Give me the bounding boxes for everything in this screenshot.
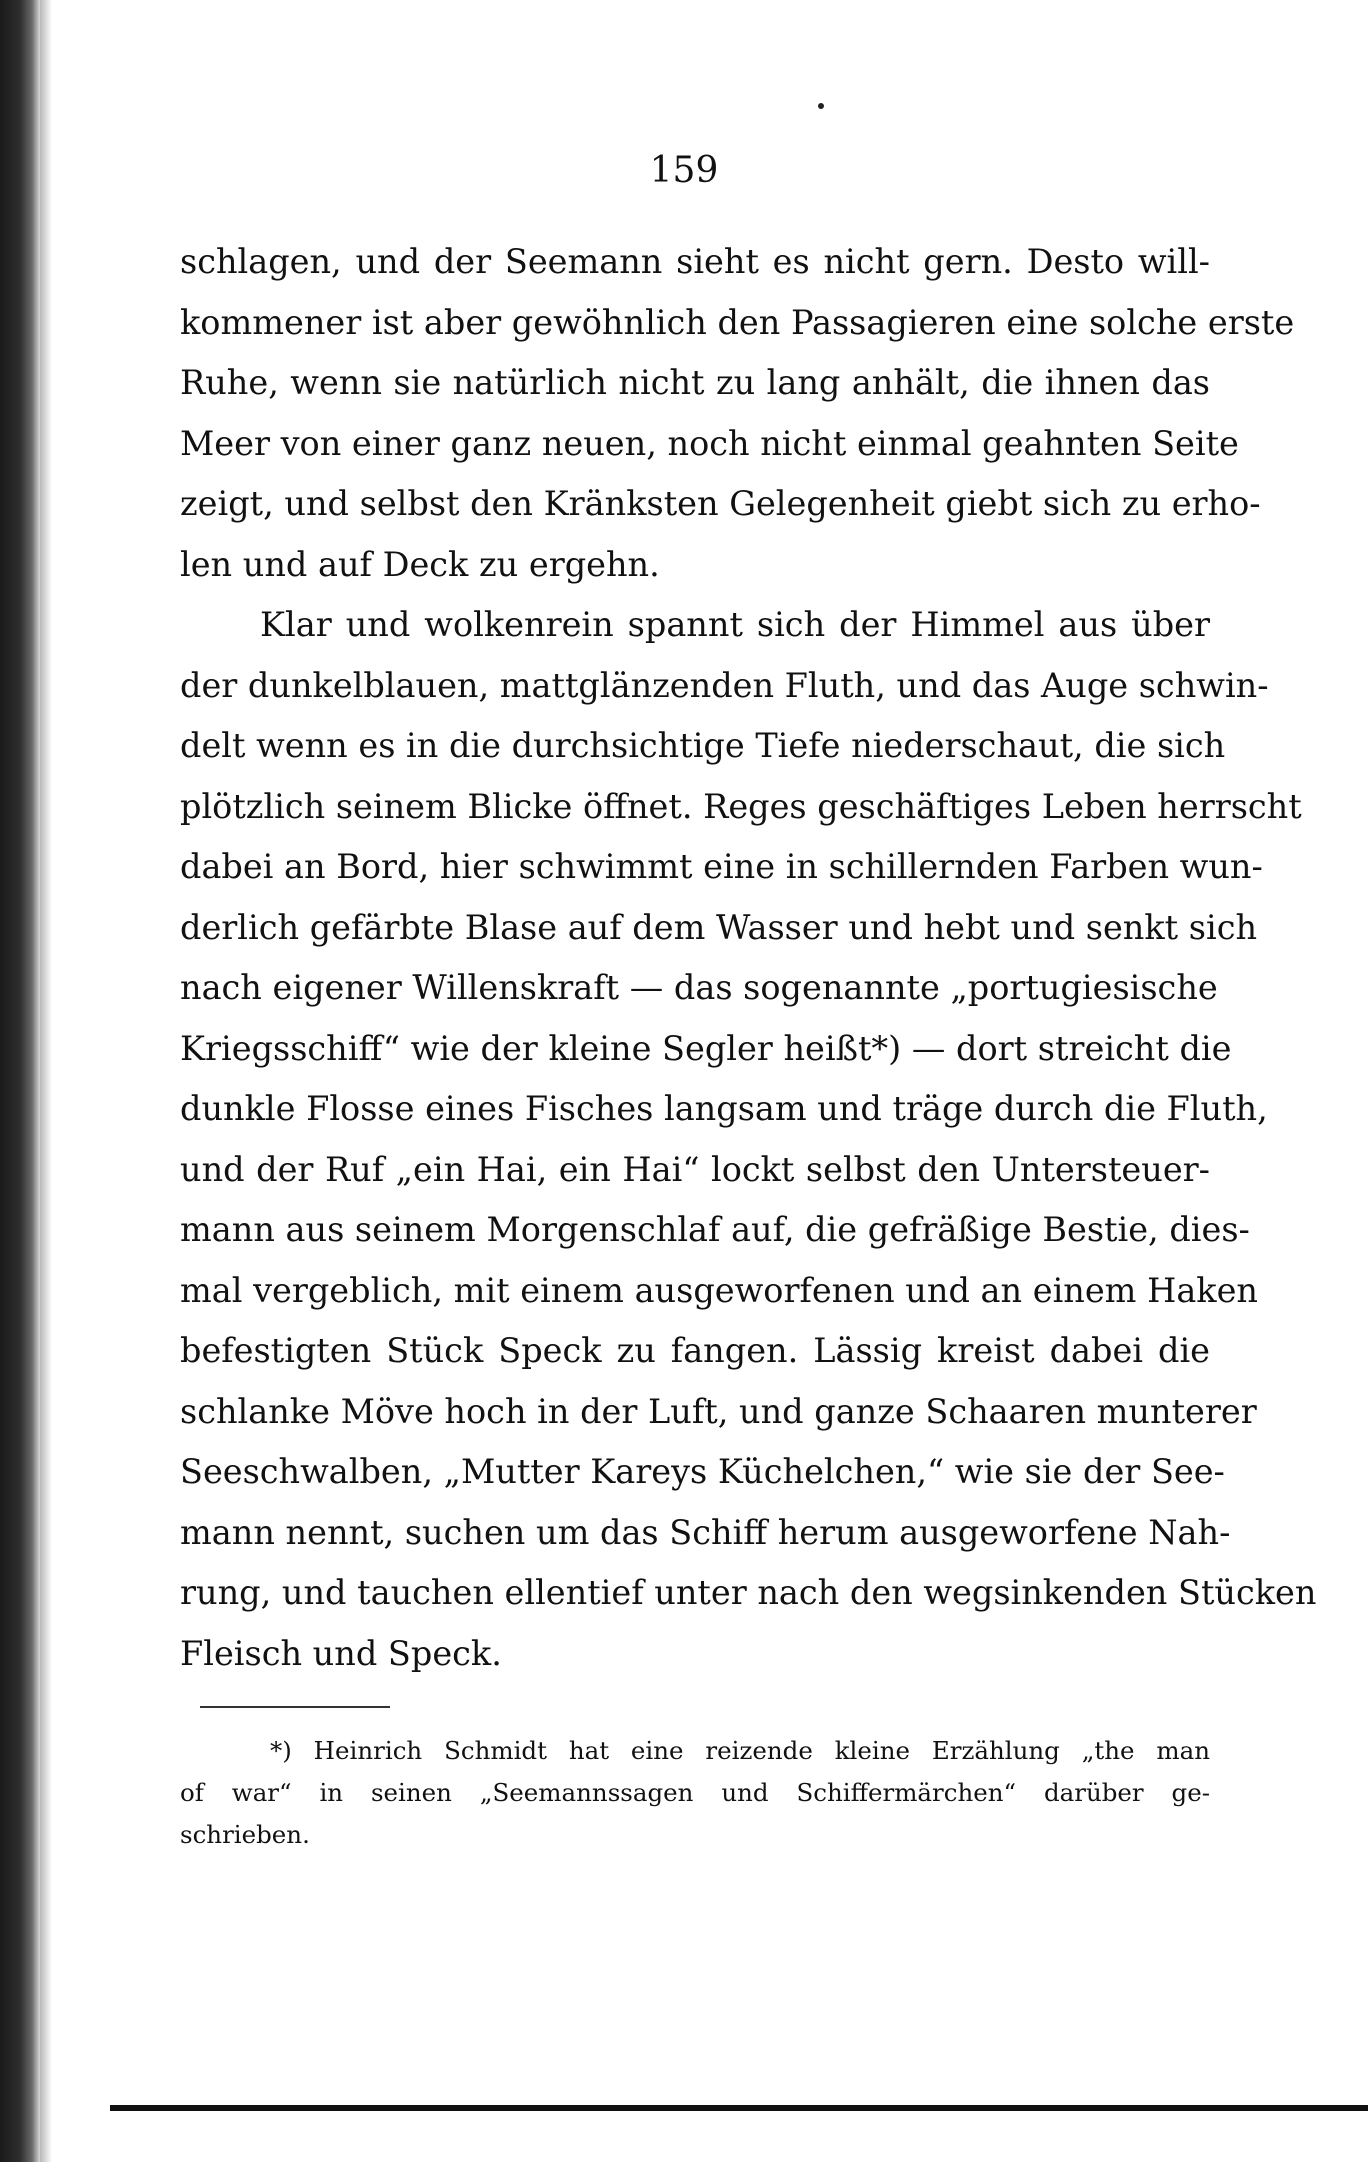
text-line: Meer von einer ganz neuen, noch nicht einmal geahnten Seite: [180, 423, 1239, 463]
text-line: Ruhe, wenn sie natürlich nicht zu lang anhält, die ihnen das: [180, 363, 1210, 402]
text-line: schlanke Möve hoch in der Luft, und ganze Schaaren munterer: [180, 1391, 1257, 1431]
scan-edge-fade: [40, 0, 52, 2162]
text-line: rung, und tauchen ellentief unter nach den wegsinkenden Stücken: [180, 1573, 1317, 1612]
text-line: mal vergeblich, mit einem ausgeworfenen und an einem Haken: [180, 1270, 1258, 1310]
text-line: Kriegsschiff“ wie der kleine Segler heißt*) — dort streicht die: [180, 1028, 1232, 1068]
text-line: und der Ruf „ein Hai, ein Hai“ lockt selbst den Untersteuer-: [180, 1149, 1210, 1189]
text-line: Klar und wolkenrein spannt sich der Himmel aus über: [260, 605, 1210, 644]
text-line: delt wenn es in die durchsichtige Tiefe niederschaut, die sich: [180, 726, 1226, 765]
text-line: Fleisch und Speck.: [180, 1633, 502, 1673]
scan-dark-edge: [0, 0, 40, 2162]
footnote-line: schrieben.: [180, 1820, 310, 1849]
text-line: dunkle Flosse eines Fisches langsam und träge durch die Fluth,: [180, 1089, 1268, 1128]
text-line: schlagen, und der Seemann sieht es nicht gern. Desto will-: [180, 242, 1210, 281]
text-line: derlich gefärbte Blase auf dem Wasser und hebt und senkt sich: [180, 907, 1258, 947]
footnote: [180, 1730, 1210, 1856]
text-line: plötzlich seinem Blicke öffnet. Reges geschäftiges Leben herrscht: [180, 786, 1302, 826]
page-bottom-edge: [110, 2105, 1368, 2111]
text-line: dabei an Bord, hier schwimmt eine in schillernden Farben wun-: [180, 847, 1263, 886]
text-line: mann aus seinem Morgenschlaf auf, die gefräßige Bestie, dies-: [180, 1210, 1250, 1249]
footnote-separator: [200, 1706, 390, 1708]
text-line: der dunkelblauen, mattglänzenden Fluth, und das Auge schwin-: [180, 665, 1269, 705]
page-number: 159: [649, 150, 719, 191]
text-line: zeigt, und selbst den Kränksten Gelegenheit giebt sich zu erho-: [180, 484, 1261, 523]
text-line: befestigten Stück Speck zu fangen. Lässig kreist dabei die: [180, 1331, 1210, 1370]
text-line: kommener ist aber gewöhnlich den Passagieren eine solche erste: [180, 302, 1295, 342]
text-line: mann nennt, suchen um das Schiff herum ausgeworfene Nah-: [180, 1512, 1231, 1552]
text-line: nach eigener Willenskraft — das sogenannte „portugiesische: [180, 968, 1218, 1007]
scan-speck: [818, 103, 824, 109]
text-line: Seeschwalben, „Mutter Kareys Küchelchen,“ wie sie der See-: [180, 1452, 1225, 1491]
footnote-line: of war“ in seinen „Seemannssagen und Schiffermärchen“ darüber ge-: [180, 1778, 1210, 1807]
main-text: [180, 232, 1317, 1684]
footnote-line: *) Heinrich Schmidt hat eine reizende kleine Erzählung „the man: [270, 1736, 1210, 1765]
text-line: len und auf Deck zu ergehn.: [180, 544, 660, 584]
